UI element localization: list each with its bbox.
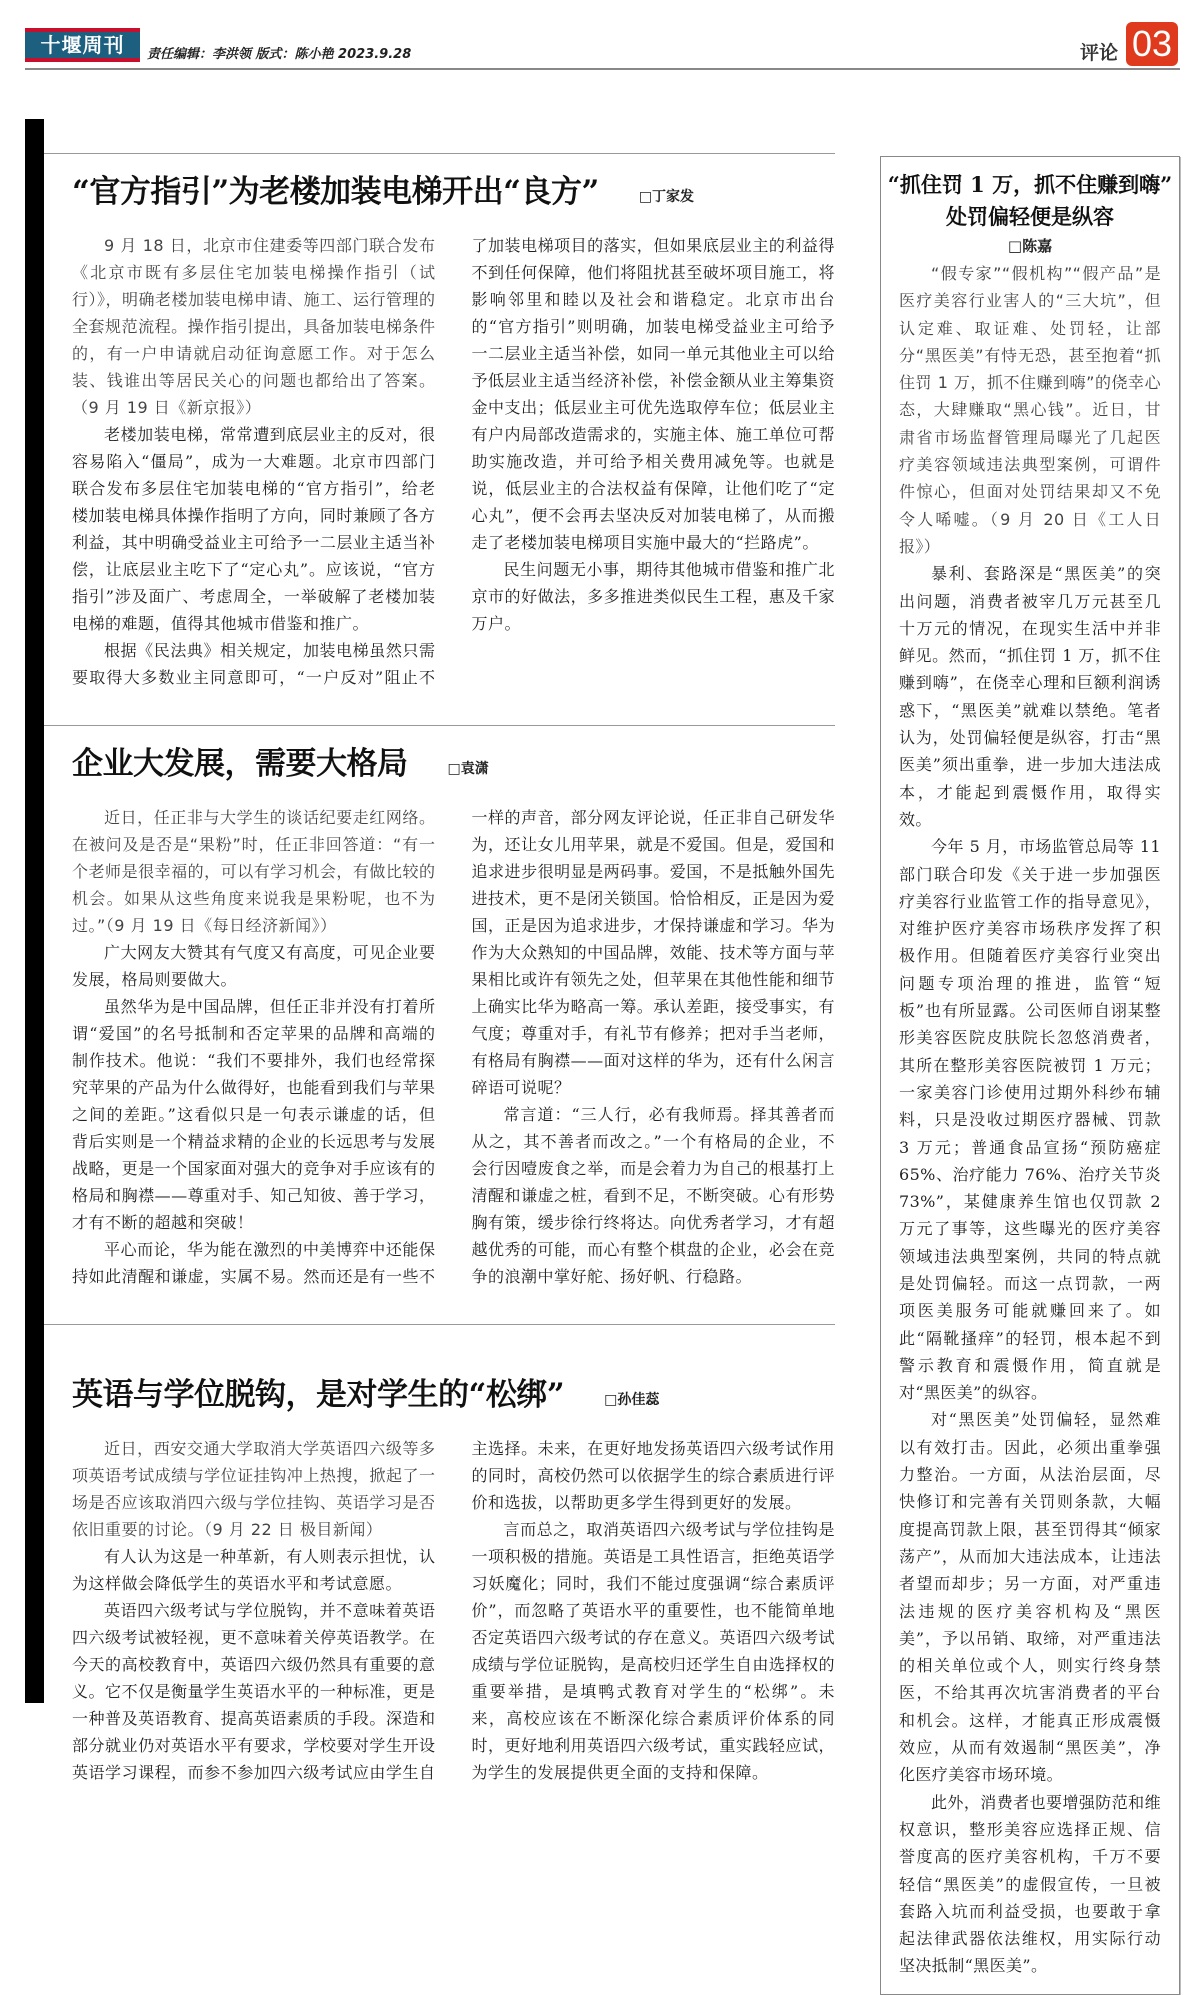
sidebar-title (881, 169, 1179, 233)
lead-paragraph: 近日，任正非与大学生的谈话纪要走红网络。在被问及是否是“果粉”时，任正非回答道：“有一个老师是很幸福的，可以有学习机会，有做比较的机会。如果从这些角度来说我是果粉呢，也不为过。”（9 月 19 日《每日经济新闻》） (72, 808, 436, 935)
sidebar-title-line: “抓住罚 1 万，抓不住赚到嗨” (887, 172, 1173, 197)
editor-credits: 责任编辑：李洪领 版式：陈小艳 2023.9.28 (147, 47, 412, 62)
article (44, 153, 835, 691)
paragraph: 广大网友大赞其有气度又有高度，可见企业要发展，格局则要做大。 (72, 943, 436, 989)
paragraph: 英语四六级考试与学位脱钩，并不意味着英语四六级考试被轻视，更不意味着关停英语教学。在今天的高校教育中，英语四六级仍然具有重要的意义。它不仅是衡量学生英语水平的一种标准，更是一种普及英语教育、提高英语素质的手段。深造和部分就业仍对英语水平有要求，学校要对学生开设英语学习课程，而参不参加四六级考试应由学生自主选择。未来，在更好地发扬英语四六级考试作用的同时，高校仍然可以依据学生的综合素质进行评价和选拔，以帮助更多学生得到更好的发展。 (72, 1439, 835, 1782)
paragraph: 暴利、套路深是“黑医美”的突出问题，消费者被宰几万元甚至几十万元的情况，在现实生活中并非鲜见。然而，“抓住罚 1 万，抓不住赚到嗨”，在侥幸心理和巨额利润诱惑下，“黑医美”就难以禁绝。笔者认为，处罚偏轻便是纵容，打击“黑医美”须出重拳，进一步加大违法成本，才能起到震慑作用，取得实效。 (899, 564, 1161, 829)
page-number-badge: 03 (1126, 22, 1178, 66)
article-header (72, 726, 835, 784)
paragraph: 此外，消费者也要增强防范和维权意识，整形美容应选择正规、信誉度高的医疗美容机构，千万不要轻信“黑医美”的虚假宣传，一旦被套路入坑而利益受损，也要敢于拿起法律武器依法维权，用实际行动坚决抵制“黑医美”。 (899, 1792, 1161, 1976)
sidebar-title-line: 处罚偏轻便是纵容 (946, 204, 1114, 229)
article (44, 725, 835, 1290)
sidebar-author: □陈嘉 (1007, 237, 1053, 255)
article-author: □丁家发 (638, 189, 695, 205)
article-title: “官方指引”为老楼加装电梯开出“良方” (72, 174, 599, 210)
article-title: 英语与学位脱钩，是对学生的“松绑” (72, 1377, 565, 1413)
column-black-bar (25, 119, 44, 1703)
article-body (72, 232, 835, 691)
lead-paragraph: 9 月 18 日，北京市住建委等四部门联合发布《北京市既有多层住宅加装电梯操作指引（试行）》，明确老楼加装电梯申请、施工、运行管理的全套规范流程。操作指引提出，具备加装电梯条件的，有一户申请就启动征询意愿工作。对于怎么装、钱谁出等居民关心的问题也都给出了答案。（9 月 19 日《新京报》） (72, 236, 436, 417)
paragraph: 民生问题无小事，期待其他城市借鉴和推广北京市的好做法，多多推进类似民生工程，惠及千家万户。 (471, 560, 835, 633)
article-author: □孙佳蕊 (604, 1392, 660, 1408)
article-title: 企业大发展，需要大格局 (72, 746, 408, 782)
paragraph: 对“黑医美”处罚偏轻，显然难以有效打击。因此，必须出重拳强力整治。一方面，从法治层面，尽快修订和完善有关罚则条款，大幅度提高罚款上限，甚至罚得其“倾家荡产”，从而加大违法成本，让违法者望而却步；另一方面，对严重违法违规的医疗美容机构及“黑医美”，予以吊销、取缔，对严重违法的相关单位或个人，则实行终身禁医，不给其再次坑害消费者的平台和机会。这样，才能真正形成震慑效应，从而有效遏制“黑医美”，净化医疗美容市场环境。 (899, 1410, 1161, 1785)
masthead-logo: 十堰周刊 (25, 28, 140, 62)
article-header (72, 1325, 835, 1415)
lead-paragraph: “假专家”“假机构”“假产品”是医疗美容行业害人的“三大坑”，但认定难、取证难、处罚轻，让部分“黑医美”有恃无恐，甚至抱着“抓住罚 1 万，抓不住赚到嗨”的侥幸心态，大肆赚取“黑心钱”。近日，甘肃省市场监督管理局曝光了几起医疗美容领域违法典型案例，可谓件件惊心，但面对处罚结果却又不免令人唏嘘。（9 月 20 日《工人日报》） (899, 264, 1161, 556)
article-body (72, 1435, 835, 1786)
paragraph: 根据《民法典》相关规定，加装电梯虽然只需要取得大多数业主同意即可，“一户反对”阻止不了加装电梯项目的落实，但如果底层业主的利益得不到任何保障，他们将阻扰甚至破坏项目施工，将影响邻里和睦以及社会和谐稳定。北京市出台的“官方指引”则明确，加装电梯受益业主可给予一二层业主适当补偿，如同一单元其他业主可以给予低层业主适当经济补偿，补偿金额从业主筹集资金中支出；低层业主可优先选取停车位；低层业主有户内局部改造需求的，实施主体、施工单位可帮助实施改造，并可给予相关费用减免等。也就是说，低层业主的合法权益有保障，让他们吃了“定心丸”，便不会再去坚决反对加装电梯了，从而搬走了老楼加装电梯项目实施中最大的“拦路虎”。 (72, 236, 835, 687)
paragraph: 有人认为这是一种革新，有人则表示担忧，认为这样做会降低学生的英语水平和考试意愿。 (72, 1547, 436, 1593)
sidebar-body (881, 260, 1179, 1980)
paragraph: 虽然华为是中国品牌，但任正非并没有打着所谓“爱国”的名号抵制和否定苹果的品牌和高端的制作技术。他说：“我们不要排外，我们也经常探究苹果的产品为什么做得好，也能看到我们与苹果之间的差距。”这看似只是一句表示谦虚的话，但背后实则是一个精益求精的企业的长远思考与发展战略，更是一个国家面对强大的竞争对手应该有的格局和胸襟——尊重对手、知己知彼、善于学习，才有不断的超越和突破！ (72, 997, 436, 1232)
paragraph: 老楼加装电梯，常常遭到底层业主的反对，很容易陷入“僵局”，成为一大难题。北京市四部门联合发布多层住宅加装电梯的“官方指引”，给老楼加装电梯具体操作指明了方向，同时兼顾了各方利益，其中明确受益业主可给予一二层业主适当补偿，让底层业主吃下了“定心丸”。应该说，“官方指引”涉及面广、考虑周全，一举破解了老楼加装电梯的难题，值得其他城市借鉴和推广。 (72, 425, 436, 633)
lead-paragraph: 近日，西安交通大学取消大学英语四六级等多项英语考试成绩与学位证挂钩冲上热搜，掀起了一场是否应该取消四六级与学位挂钩、英语学习是否依旧重要的讨论。（9 月 22 日 极目新闻） (72, 1439, 436, 1539)
article (44, 1324, 835, 1786)
article-header (72, 154, 835, 212)
sidebar-commentary-box (880, 156, 1180, 1995)
main-articles-column (44, 153, 835, 1786)
section-label: 评论 (1080, 42, 1119, 64)
paragraph: 今年 5 月，市场监管总局等 11 部门联合印发《关于进一步加强医疗美容行业监管工作的指导意见》，对维护医疗美容市场秩序发挥了积极作用。但随着医疗美容行业突出问题专项治理的推进，监管“短板”也有所显露。公司医师自诩某整形美容医院皮肤院长忽悠消费者，其所在整形美容医院被罚 1 万元；一家美容门诊使用过期外科纱布辅料，只是没收过期医疗器械、罚款 3 万元；普通食品宣扬“预防癌症 65%、治疗能力 76%、治疗关节炎 73%”，某健康养生馆也仅罚款 2 万元了事等，这些曝光的医疗美容领域违法典型案例，共同的特点就是处罚偏轻。而这一点罚款，一两项医美服务可能就赚回来了。如此“隔靴搔痒”的轻罚，根本起不到警示教育和震慑作用，简直就是对“黑医美”的纵容。 (899, 837, 1161, 1403)
header-rule (25, 68, 1180, 70)
article-body (72, 804, 835, 1290)
paragraph: 常言道：“三人行，必有我师焉。择其善者而从之，其不善者而改之。”一个有格局的企业，不会行因噎废食之举，而是会着力为自己的根基打上清醒和谦虚之桩，看到不足，不断突破。心有形势胸有策，缓步徐行终将达。向优秀者学习，才有超越优秀的可能，而心有整个棋盘的企业，必会在竞争的浪潮中掌好舵、扬好帆、行稳路。 (471, 1105, 835, 1286)
article-author: □袁潇 (447, 761, 489, 777)
paragraph: 言而总之，取消英语四六级考试与学位挂钩是一项积极的措施。英语是工具性语言，拒绝英语学习妖魔化；同时，我们不能过度强调“综合素质评价”，而忽略了英语水平的重要性，也不能简单地否定英语四六级考试的存在意义。英语四六级考试成绩与学位证脱钩，是高校归还学生自由选择权的重要举措，是填鸭式教育对学生的“松绑”。未来，高校应该在不断深化综合素质评价体系的同时，更好地利用英语四六级考试，重实践轻应试，为学生的发展提供更全面的支持和保障。 (471, 1520, 835, 1782)
paragraph: 平心而论，华为能在激烈的中美博弈中还能保持如此清醒和谦虚，实属不易。然而还是有一些不一样的声音，部分网友评论说，任正非自己研发华为，还让女儿用苹果，就是不爱国。但是，爱国和追求进步很明显是两码事。爱国，不是抵触外国先进技术，更不是闭关锁国。恰恰相反，正是因为爱国，正是因为追求进步，才保持谦虚和学习。华为作为大众熟知的中国品牌，效能、技术等方面与苹果相比或许有领先之处，但苹果在其他性能和细节上确实比华为略高一筹。承认差距，接受事实，有气度；尊重对手，有礼节有修养；把对手当老师，有格局有胸襟——面对这样的华为，还有什么闲言碎语可说呢？ (72, 808, 835, 1286)
